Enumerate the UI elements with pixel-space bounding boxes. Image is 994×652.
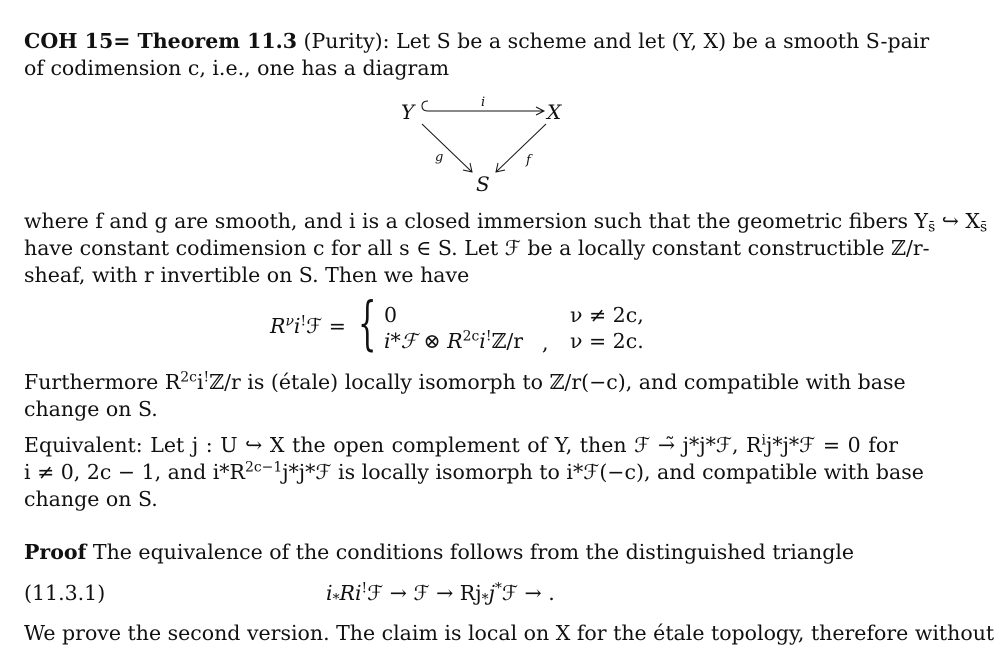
cases-brace: {: [358, 289, 377, 357]
para1-line-3: sheaf, with r invertible on S. Then we have: [24, 263, 470, 287]
case-1-value: 0: [384, 303, 398, 327]
para3-line-2: i ≠ 0, 2c − 1, and $i*R^{2c-1}j*j*ℱ$ is locally isomorph to i*ℱ(−c), and compatible with base: [24, 459, 924, 484]
formula-lhs: $R^\nu i^!ℱ$ =: [270, 313, 346, 338]
case-1-condition: ν ≠ 2c,: [570, 303, 644, 327]
arrow-f: [496, 124, 546, 172]
theorem-line-2: of codimension c, i.e., one has a diagram: [24, 56, 450, 80]
para1-line-2: have constant codimension c for all s ∈ S. Let ℱ be a locally constant constructible ℤ/r-: [24, 236, 930, 260]
proof-label: Proof: [24, 540, 87, 564]
para2-line-1: Furthermore $R^{2c}i^!ℤ/r$ is (étale) locally isomorph to ℤ/r(−c), and compatible with base: [24, 369, 906, 394]
arrow-g: [422, 124, 472, 172]
hook-mark: [422, 101, 428, 111]
theorem-text: (Purity): Let S be a scheme and let (Y, X) be a smooth S-pair: [297, 29, 930, 53]
case-2-condition: ν = 2c.: [570, 329, 644, 353]
theorem-heading: COH 15= Theorem 11.3: [24, 29, 297, 53]
proof-line-last: We prove the second version. The claim is local on X for the étale topology, therefore without: [24, 621, 994, 645]
para1-line-1: where f and g are smooth, and i is a closed immersion such that the geometric fibers $Y_{s̄}$ ↪ $X_{s̄}$: [24, 209, 988, 236]
label-i: i: [481, 95, 486, 110]
equation-triangle: $i_*Ri^!ℱ$ → ℱ → $Rj_*j^*ℱ$ → .: [326, 580, 555, 608]
node-y: Y: [401, 100, 415, 124]
para3-line-3: change on S.: [24, 487, 158, 511]
node-s: S: [476, 172, 490, 196]
node-x: X: [547, 100, 562, 124]
label-g: g: [435, 150, 444, 165]
commutative-diagram: [384, 92, 584, 196]
theorem-line-1: [24, 29, 930, 53]
para2-line-2: change on S.: [24, 397, 158, 421]
para3-line-1: Equivalent: Let j : U ↪ X the open complement of Y, then ℱ →̃ j*j*ℱ, $R^ij*j*ℱ = 0$ for: [24, 432, 899, 457]
case-2-comma: ,: [542, 331, 549, 355]
proof-line-1: Proof The equivalence of the conditions follows from the distinguished triangle: [24, 540, 855, 564]
label-f: f: [526, 153, 531, 168]
case-2-value: i*ℱ ⊗ $R^{2c}i^!ℤ/r$: [384, 328, 524, 353]
equation-number: (11.3.1): [24, 581, 106, 605]
